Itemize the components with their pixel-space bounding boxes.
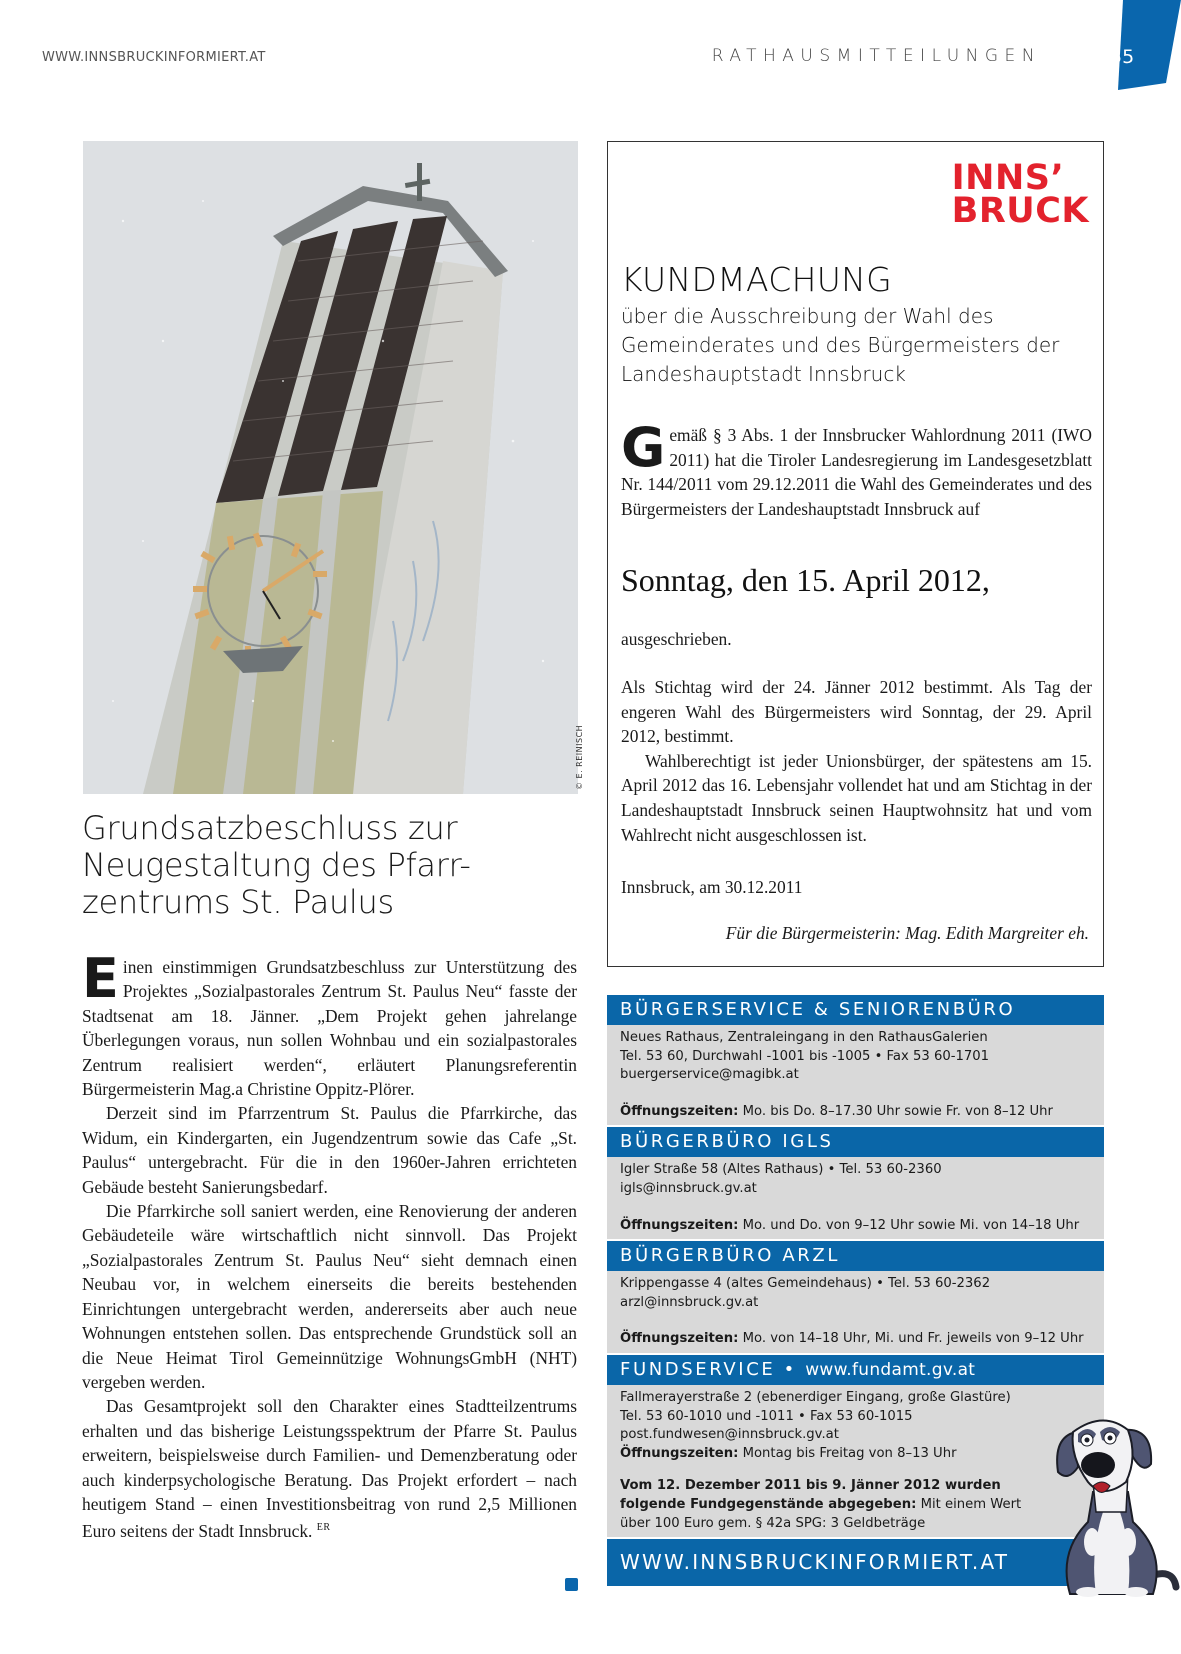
headline-line-2: Neugestaltung des Pfarr-: [82, 846, 471, 884]
bullet-separator: •: [783, 1358, 806, 1380]
service-hours: [620, 1330, 1091, 1349]
notice-intro-text: emäß § 3 Abs. 1 der Innsbrucker Wahlordnung 2011 (IWO 2011) hat die Tiroler Landesregierung im Landesgesetzblatt Nr. 144/2011 vom 29.12.2011 die Wahl des Gemeinderates und des Bürgermeisters der Landeshauptstadt Innsbruck auf: [621, 425, 1092, 519]
service-header-fundservice: [607, 1355, 1104, 1385]
hours-label: Öffnungszeiten:: [620, 1331, 739, 1347]
service-phone: Tel. 53 60-1010 und -1011 • Fax 53 60-1015: [620, 1408, 913, 1424]
article-end-square-icon: [565, 1578, 578, 1591]
found-items-text: Mit einem Wert über 100 Euro gem. § 42a SPG: 3 Geldbeträge: [620, 1496, 1022, 1531]
service-address: Fallmerayerstraße 2 (ebenerdiger Eingang, große Glastüre): [620, 1389, 1011, 1405]
article-photo: [83, 141, 578, 794]
service-body-igls: [607, 1157, 1104, 1241]
article-paragraph: Die Pfarrkirche soll saniert werden, eine Renovierung der anderen Gebäudeteile wäre wirtschaftlich nicht sinnvoll. Das Projekt „Sozialpastorales Zentrum St. Paulus Neu“ sieht demnach einen Neubau vor, in welchem einerseits die bereits bestehenden Einrichtungen untergebracht werden, andererseits aber auch neue Wohnungen entstehen sollen. Das entsprechende Grundstück soll an die Neue Heimat Tirol Gemeinnützige WohnungsGmbH (NHT) vergeben werden.: [82, 1201, 577, 1392]
paragraph-text: inen einstimmigen Grundsatzbeschluss zur Unterstützung des Projektes „Sozialpastorales Zentrum St. Paulus Neu“ fasste der Stadtsenat am 18. Jänner. „Dem Projekt gehen jahrelange Überlegungen voraus, nun sollen Wohnbau und ein sozialpastorales Zentrum realisiert werden“, erläutert Planungsreferentin Bürgermeisterin Mag.a Christine Oppitz-Plörer.: [82, 957, 577, 1100]
service-email[interactable]: buergerservice@magibk.at: [620, 1067, 799, 1083]
notice-subtitle: über die Ausschreibung der Wahl des Gemeinderates und des Bürgermeisters der Landeshauptstadt Innsbruck: [621, 304, 1060, 386]
service-email[interactable]: post.fundwesen@innsbruck.gv.at: [620, 1427, 839, 1443]
article-headline: [82, 810, 592, 921]
notice-intro: [621, 416, 1092, 521]
section-title: RATHAUSMITTEILUNGEN: [711, 46, 1041, 66]
election-date: Sonntag, den 15. April 2012,: [621, 562, 990, 598]
author-initials: ER: [316, 1522, 331, 1534]
service-hours: [620, 1103, 1091, 1122]
notice-title: KUNDMACHUNG: [621, 260, 893, 299]
notice-signature: Für die Bürgermeisterin: Mag. Edith Margreiter eh.: [725, 923, 1089, 943]
article-paragraph: [82, 1394, 577, 1543]
article-paragraph: Derzeit sind im Pfarrzentrum St. Paulus die Pfarrkirche, das Widum, ein Kindergarten, ein Jugendzentrum sowie das Cafe „St. Paulus“ untergebracht. Für die in den 1960er-Jahren errichteten Gebäude besteht Sanierungsbedarf.: [82, 1103, 577, 1197]
fundservice-url-link[interactable]: www.fundamt.gv.at: [805, 1359, 976, 1380]
dropcap: E: [82, 947, 119, 1010]
election-notice-box: [607, 141, 1104, 967]
headline-line-1: Grundsatzbeschluss zur: [82, 809, 458, 847]
service-hours: [620, 1445, 994, 1464]
service-address: Igler Straße 58 (Altes Rathaus) • Tel. 53 60-2360: [620, 1162, 942, 1178]
service-hours: [620, 1217, 1091, 1236]
service-header-arzl: BÜRGERBÜRO ARZL: [607, 1241, 1104, 1271]
footer-site-url-link[interactable]: WWW.INNSBRUCKINFORMIERT.AT: [607, 1539, 1104, 1586]
page-number: 55: [1110, 46, 1135, 68]
found-items-note: [620, 1477, 1024, 1533]
photo-credit: © E. REINISCH: [575, 724, 584, 790]
article-paragraph: [82, 947, 577, 1101]
logo-line-1: INNS’: [951, 158, 1065, 198]
service-address: Neues Rathaus, Zentraleingang in den RathausGalerien: [620, 1030, 988, 1045]
hours-label: Öffnungszeiten:: [620, 1217, 739, 1233]
services-panel: [607, 995, 1104, 1586]
service-header-igls: BÜRGERBÜRO IGLS: [607, 1127, 1104, 1157]
notice-details: [621, 675, 1092, 847]
service-header-buergerservice: BÜRGERSERVICE & SENIORENBÜRO: [607, 995, 1104, 1025]
innsbruck-logo: [951, 158, 1089, 231]
service-phone: Tel. 53 60, Durchwahl -1001 bis -1005 • Fax 53 60-1701: [620, 1048, 990, 1064]
fundservice-title: FUNDSERVICE: [620, 1358, 776, 1380]
service-body-fundservice: [607, 1385, 1104, 1539]
logo-line-2: BRUCK: [951, 191, 1089, 231]
paragraph-text: Das Gesamtprojekt soll den Charakter eines Stadtteilzentrums erhalten und das bisherige Leistungsspektrum der Pfarre St. Paulus erweitern, beispielsweise durch Familien- und Demenzberatung oder auch kinderpsychologische Beratung. Das Projekt erfordert – nach heutigem Stand – einen Investitionsbeitrag von rund 2,5 Millionen Euro seitens der Stadt Innsbruck.: [82, 1396, 577, 1542]
hours-label: Öffnungszeiten:: [620, 1103, 739, 1119]
header-site-url[interactable]: WWW.INNSBRUCKINFORMIERT.AT: [42, 50, 266, 65]
page-tab-shape-icon: [1098, 0, 1181, 90]
page-number-tab: [1098, 0, 1181, 90]
notice-eligibility: Wahlberechtigt ist jeder Unionsbürger, der spätestens am 15. April 2012 das 16. Lebensjahr vollendet hat und am Stichtag in der Landeshauptstadt Innsbruck seinen Hauptwohnsitz hat und vom Wahlrecht nicht ausgeschlossen ist.: [621, 750, 1092, 845]
service-body-arzl: [607, 1271, 1104, 1355]
dog-mascot-icon: [1048, 1402, 1181, 1597]
dropcap: G: [621, 416, 666, 479]
church-tower-photo-icon: [83, 141, 578, 794]
found-items-heading: Vom 12. Dezember 2011 bis 9. Jänner 2012 wurden folgende Fundgegenstände abgegeben:: [620, 1478, 1001, 1512]
notice-place-date: Innsbruck, am 30.12.2011: [621, 877, 803, 897]
hours-value: Mo. bis Do. 8–17.30 Uhr sowie Fr. von 8–12 Uhr: [742, 1103, 1053, 1119]
headline-line-3: zentrums St. Paulus: [82, 883, 394, 921]
notice-announced: ausgeschrieben.: [621, 629, 732, 649]
hours-value: Mo. von 14–18 Uhr, Mi. und Fr. jeweils von 9–12 Uhr: [742, 1331, 1084, 1347]
hours-value: Mo. und Do. von 9–12 Uhr sowie Mi. von 14–18 Uhr: [742, 1217, 1080, 1233]
service-address: Krippengasse 4 (altes Gemeindehaus) • Tel. 53 60-2362: [620, 1276, 991, 1292]
service-email[interactable]: igls@innsbruck.gv.at: [620, 1180, 757, 1196]
article-body: [82, 947, 577, 1544]
service-body-buergerservice: [607, 1025, 1104, 1127]
notice-stichtag: Als Stichtag wird der 24. Jänner 2012 bestimmt. Als Tag der engeren Wahl des Bürgermeisters wird Sonntag, der 29. April 2012, bestimmt.: [621, 677, 1092, 747]
hours-value: Montag bis Freitag von 8–13 Uhr: [742, 1445, 957, 1461]
service-email[interactable]: arzl@innsbruck.gv.at: [620, 1294, 759, 1310]
hours-label: Öffnungszeiten:: [620, 1445, 739, 1461]
